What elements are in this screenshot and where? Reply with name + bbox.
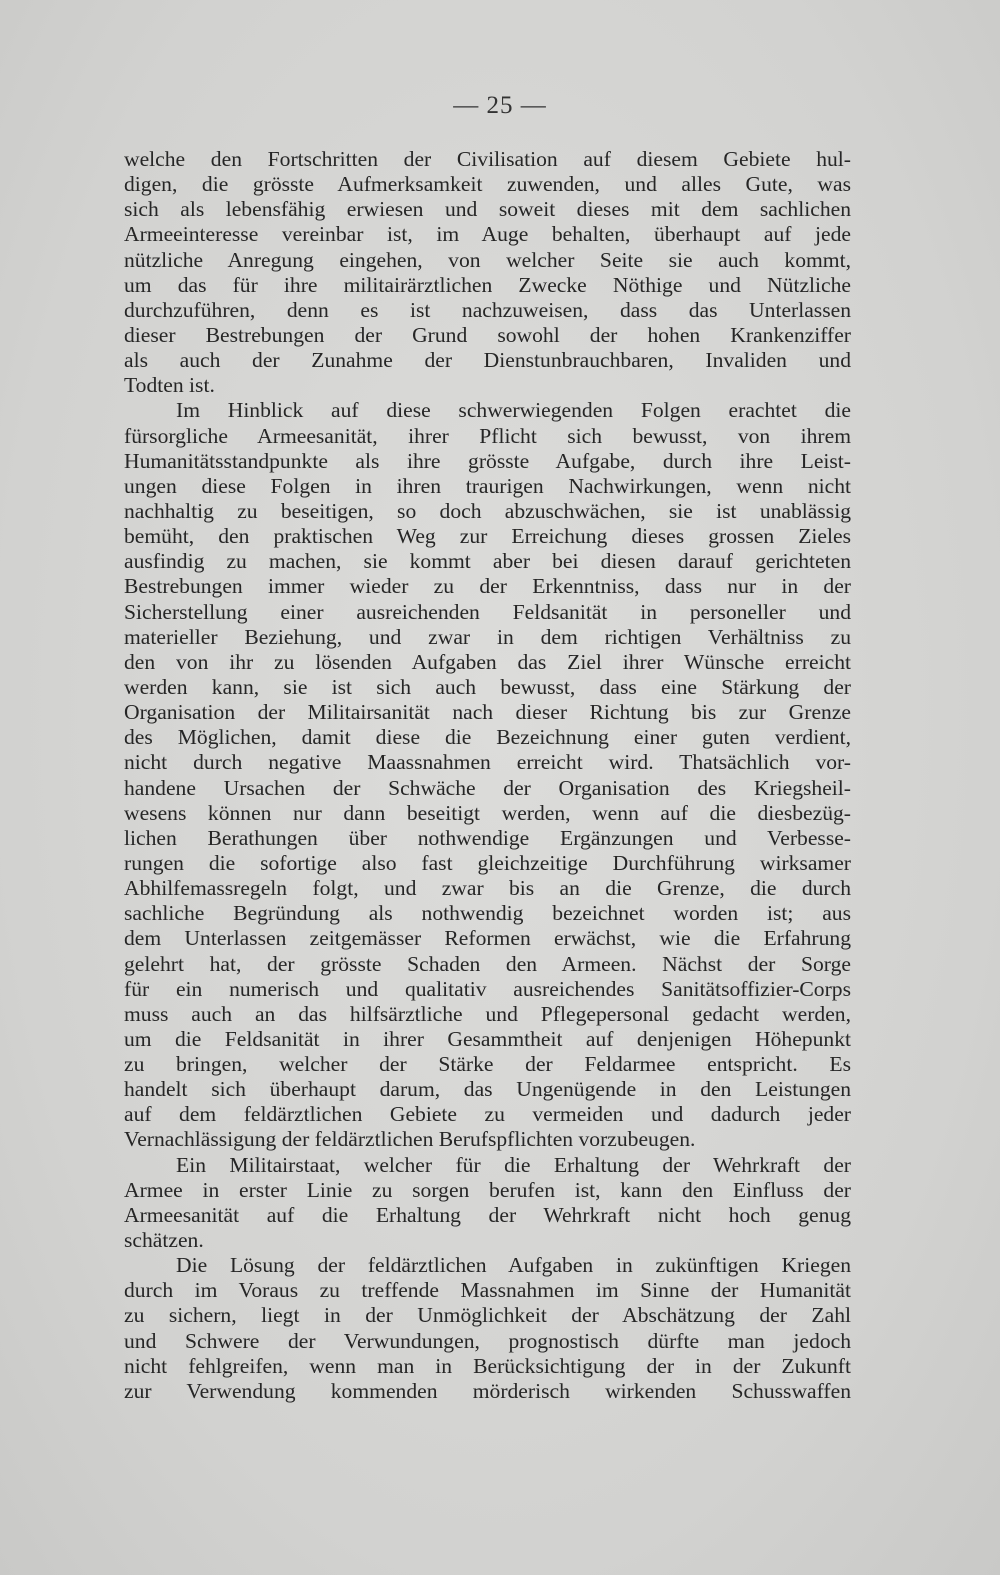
text-line: Im Hinblick auf diese schwerwiegenden Folgen erachtet die xyxy=(176,398,851,423)
text-line: ausfindig zu machen, sie kommt aber bei diesen darauf gerichteten xyxy=(124,549,851,574)
text-line: durchzuführen, denn es ist nachzuweisen, dass das Unterlassen xyxy=(124,297,851,322)
text-line: durch im Voraus zu treffende Massnahmen im Sinne der Humanität xyxy=(124,1278,851,1303)
text-line: nachhaltig zu beseitigen, so doch abzuschwächen, sie ist unablässig xyxy=(124,498,851,523)
text-line: nicht durch negative Maassnahmen erreicht wird. Thatsächlich vor- xyxy=(124,750,851,775)
text-line: Ein Militairstaat, welcher für die Erhaltung der Wehrkraft der xyxy=(176,1152,851,1177)
text-line: Humanitätsstandpunkte als ihre grösste Aufgabe, durch ihre Leist- xyxy=(124,448,851,473)
text-line: um die Feldsanität in ihrer Gesammtheit auf denjenigen Höhepunkt xyxy=(124,1026,851,1051)
text-line: fürsorgliche Armeesanität, ihrer Pflicht sich bewusst, von ihrem xyxy=(124,423,851,448)
text-line: dem Unterlassen zeitgemässer Reformen erwächst, wie die Erfahrung xyxy=(124,926,851,951)
text-line: zur Verwendung kommenden mörderisch wirkenden Schusswaffen xyxy=(124,1378,851,1403)
text-line: Armee in erster Linie zu sorgen berufen ist, kann den Einfluss der xyxy=(124,1177,851,1202)
text-line: Die Lösung der feldärztlichen Aufgaben in zukünftigen Kriegen xyxy=(176,1253,851,1278)
text-line: Armeesanität auf die Erhaltung der Wehrkraft nicht hoch genug xyxy=(124,1202,851,1227)
text-line: muss auch an das hilfsärztliche und Pflegepersonal gedacht werden, xyxy=(124,1001,851,1026)
text-line: schätzen. xyxy=(124,1228,204,1253)
text-line: auf dem feldärztlichen Gebiete zu vermeiden und dadurch jeder xyxy=(124,1102,851,1127)
text-line: wesens können nur dann beseitigt werden, wenn auf die diesbezüg- xyxy=(124,800,851,825)
text-line: Organisation der Militairsanität nach dieser Richtung bis zur Grenze xyxy=(124,700,851,725)
text-line: materieller Beziehung, und zwar in dem richtigen Verhältniss zu xyxy=(124,624,851,649)
text-line: digen, die grösste Aufmerksamkeit zuwenden, und alles Gute, was xyxy=(124,172,851,197)
text-line: und Schwere der Verwundungen, prognostisch dürfte man jedoch xyxy=(124,1328,851,1353)
text-line: um das für ihre militairärztlichen Zwecke Nöthige und Nützliche xyxy=(124,272,851,297)
text-line: handelt sich überhaupt darum, das Ungenügende in den Leistungen xyxy=(124,1077,851,1102)
text-line: handene Ursachen der Schwäche der Organisation des Kriegsheil- xyxy=(124,775,851,800)
text-line: zu sichern, liegt in der Unmöglichkeit der Abschätzung der Zahl xyxy=(124,1303,851,1328)
text-line: Armeeinteresse vereinbar ist, im Auge behalten, überhaupt auf jede xyxy=(124,222,851,247)
text-line: den von ihr zu lösenden Aufgaben das Ziel ihrer Wünsche erreicht xyxy=(124,649,851,674)
text-line: gelehrt hat, der grösste Schaden den Armeen. Nächst der Sorge xyxy=(124,951,851,976)
text-line: Abhilfemassregeln folgt, und zwar bis an die Grenze, die durch xyxy=(124,876,851,901)
text-line: nützliche Anregung eingehen, von welcher Seite sie auch kommt, xyxy=(124,247,851,272)
text-line: bemüht, den praktischen Weg zur Erreichung dieses grossen Zieles xyxy=(124,524,851,549)
text-line: lichen Berathungen über nothwendige Ergänzungen und Verbesse- xyxy=(124,825,851,850)
text-line: nicht fehlgreifen, wenn man in Berücksichtigung der in der Zukunft xyxy=(124,1353,851,1378)
text-line: welche den Fortschritten der Civilisation auf diesem Gebiete hul- xyxy=(124,147,851,171)
text-line: des Möglichen, damit diese die Bezeichnung einer guten verdient, xyxy=(124,725,851,750)
page-number: — 25 — xyxy=(453,92,547,119)
text-line: sich als lebensfähig erwiesen und soweit dieses mit dem sachlichen xyxy=(124,197,851,222)
text-line: dieser Bestrebungen der Grund sowohl der hohen Krankenziffer xyxy=(124,322,851,347)
body-text xyxy=(124,147,851,1404)
text-line: für ein numerisch und qualitativ ausreichendes Sanitätsoffizier-Corps xyxy=(124,976,851,1001)
text-line: werden kann, sie ist sich auch bewusst, dass eine Stärkung der xyxy=(124,674,851,699)
text-line: Todten ist. xyxy=(124,373,215,398)
text-line: Bestrebungen immer wieder zu der Erkenntniss, dass nur in der xyxy=(124,574,851,599)
text-line: sachliche Begründung als nothwendig bezeichnet worden ist; aus xyxy=(124,901,851,926)
text-line: als auch der Zunahme der Dienstunbrauchbaren, Invaliden und xyxy=(124,348,851,373)
text-line: rungen die sofortige also fast gleichzeitige Durchführung wirksamer xyxy=(124,850,851,875)
text-line: Sicherstellung einer ausreichenden Feldsanität in personeller und xyxy=(124,599,851,624)
text-line: zu bringen, welcher der Stärke der Feldarmee entspricht. Es xyxy=(124,1052,851,1077)
text-line: ungen diese Folgen in ihren traurigen Nachwirkungen, wenn nicht xyxy=(124,473,851,498)
text-line: Vernachlässigung der feldärztlichen Berufspflichten vorzubeugen. xyxy=(124,1127,696,1152)
